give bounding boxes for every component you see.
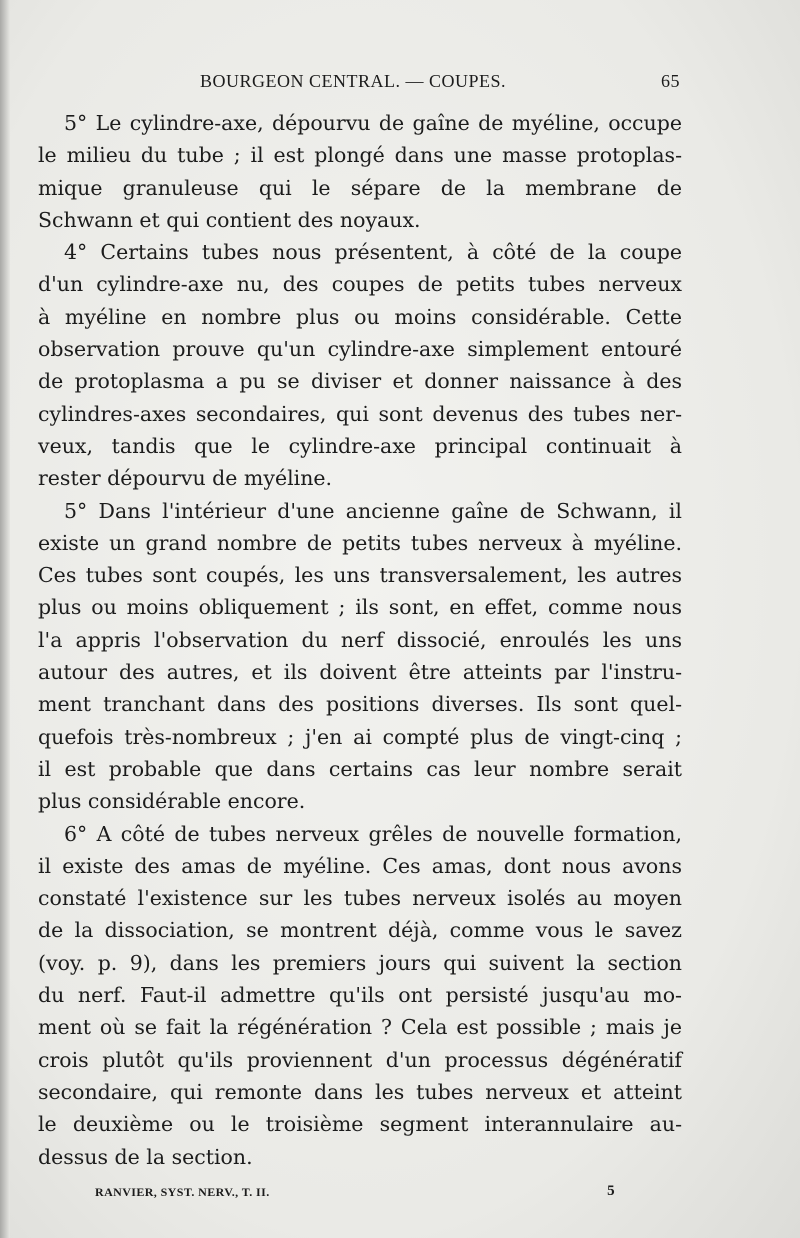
text-line: Ces tubes sont coupés, les uns transversalement, les autres bbox=[38, 563, 682, 588]
body-text bbox=[38, 107, 682, 1173]
footer-signature: RANVIER, SYST. NERV., T. II. bbox=[95, 1185, 270, 1199]
text-line: ment tranchant dans des positions diverses. Ils sont quel- bbox=[38, 692, 682, 717]
text-line: veux, tandis que le cylindre-axe principal continuait à bbox=[38, 433, 682, 458]
text-line: existe un grand nombre de petits tubes nerveux à myéline. bbox=[38, 530, 682, 555]
text-line: rester dépourvu de myéline. bbox=[38, 466, 333, 491]
text-line: ment où se fait la régénération ? Cela est possible ; mais je bbox=[38, 1015, 682, 1040]
text-line: mique granuleuse qui le sépare de la membrane de bbox=[38, 175, 682, 200]
text-line: plus ou moins obliquement ; ils sont, en effet, comme nous bbox=[38, 595, 682, 620]
text-line: 4° Certains tubes nous présentent, à côté de la coupe bbox=[64, 240, 682, 265]
page-footer bbox=[95, 1183, 615, 1203]
text-line: il existe des amas de myéline. Ces amas, dont nous avons bbox=[38, 853, 682, 878]
text-line: l'a appris l'observation du nerf dissocié, enroulés les uns bbox=[38, 627, 682, 652]
text-line: crois plutôt qu'ils proviennent d'un processus dégénératif bbox=[38, 1047, 682, 1072]
text-line: 6° A côté de tubes nerveux grêles de nouvelle formation, bbox=[64, 821, 682, 846]
text-line: 5° Le cylindre-axe, dépourvu de gaîne de myéline, occupe bbox=[64, 111, 682, 135]
text-line: à myéline en nombre plus ou moins considérable. Cette bbox=[38, 304, 682, 329]
text-line: d'un cylindre-axe nu, des coupes de petits tubes nerveux bbox=[38, 272, 682, 297]
text-line: autour des autres, et ils doivent être atteints par l'instru- bbox=[38, 660, 682, 685]
text-line: quefois très-nombreux ; j'en ai compté plus de vingt-cinq ; bbox=[38, 724, 682, 749]
text-line: plus considérable encore. bbox=[38, 789, 306, 814]
page-number: 65 bbox=[661, 71, 680, 91]
text-line: dessus de la section. bbox=[38, 1144, 253, 1169]
text-line: 5° Dans l'intérieur d'une ancienne gaîne de Schwann, il bbox=[64, 498, 682, 523]
running-title: BOURGEON CENTRAL. — COUPES. bbox=[200, 71, 507, 91]
page-header bbox=[80, 71, 680, 99]
sheet-mark: 5 bbox=[607, 1183, 615, 1199]
text-line: le deuxième ou le troisième segment interannulaire au- bbox=[38, 1112, 682, 1137]
text-line: Schwann et qui contient des noyaux. bbox=[38, 207, 421, 232]
text-line: secondaire, qui remonte dans les tubes nerveux et atteint bbox=[38, 1079, 682, 1104]
text-line: constaté l'existence sur les tubes nerveux isolés au moyen bbox=[38, 886, 682, 911]
page-edge-shadow bbox=[0, 0, 10, 1238]
text-line: il est probable que dans certains cas leur nombre serait bbox=[38, 756, 682, 781]
text-line: (voy. p. 9), dans les premiers jours qui suivent la section bbox=[38, 950, 682, 975]
text-line: de protoplasma a pu se diviser et donner naissance à des bbox=[38, 369, 682, 394]
text-line: observation prouve qu'un cylindre-axe simplement entouré bbox=[38, 337, 682, 362]
text-line: de la dissociation, se montrent déjà, comme vous le savez bbox=[38, 918, 682, 943]
text-line: le milieu du tube ; il est plongé dans une masse protoplas- bbox=[38, 143, 682, 168]
text-line: cylindres-axes secondaires, qui sont devenus des tubes ner- bbox=[38, 401, 682, 426]
text-line: du nerf. Faut-il admettre qu'ils ont persisté jusqu'au mo- bbox=[38, 983, 682, 1008]
